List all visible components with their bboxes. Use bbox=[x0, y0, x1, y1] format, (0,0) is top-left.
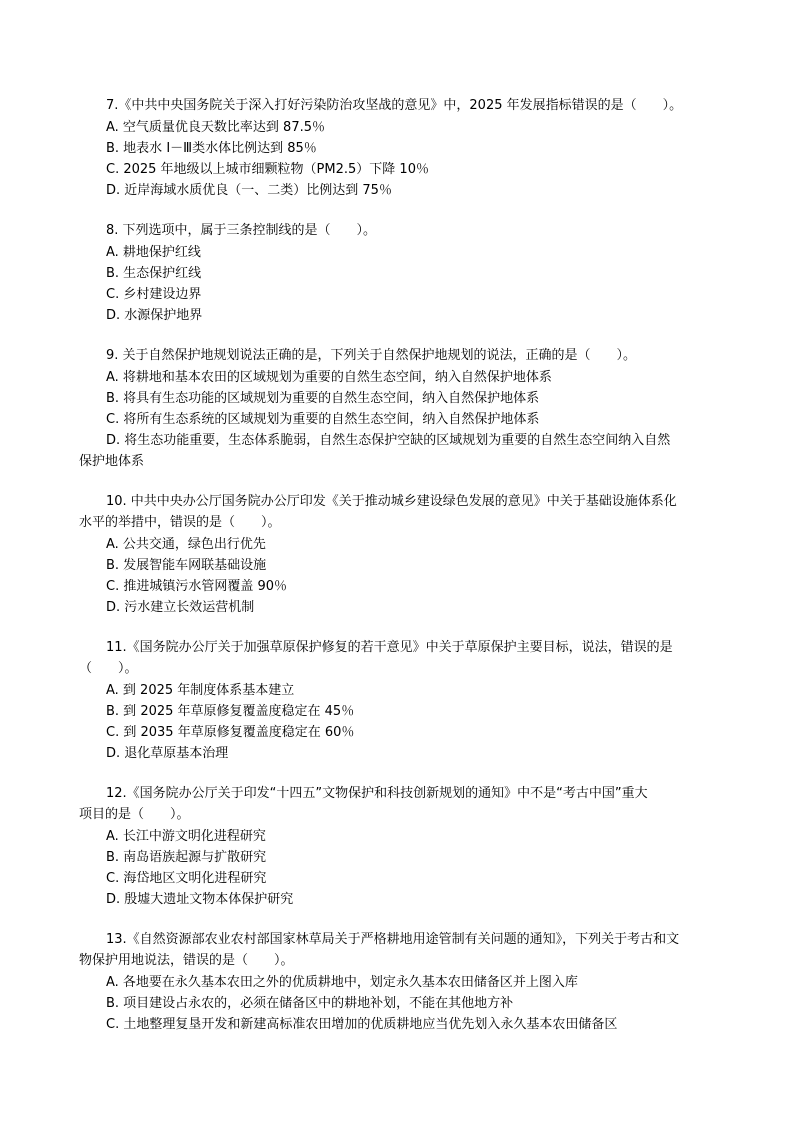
question-stem: 12.《国务院办公厅关于印发“十四五”文物保护和科技创新规划的通知》中不是“考古中国”重大 bbox=[106, 786, 648, 801]
option-a: A. 公共交通，绿色出行优先 bbox=[106, 537, 266, 552]
option-b: B. 将具有生态功能的区域规划为重要的自然生态空间，纳入自然保护地体系 bbox=[106, 391, 540, 406]
option-d: D. 退化草原基本治理 bbox=[106, 746, 229, 761]
option-b: B. 南岛语族起源与扩散研究 bbox=[106, 850, 267, 865]
question-stem: 9. 关于自然保护地规划说法正确的是，下列关于自然保护地规划的说法，正确的是（ ）。 bbox=[106, 348, 637, 363]
question-stem: 13.《自然资源部农业农村部国家林草局关于严格耕地用途管制有关问题的通知》，下列关于考古和文 bbox=[106, 932, 680, 947]
option-d: D. 将生态功能重要，生态体系脆弱，自然生态保护空缺的区域规划为重要的自然生态空间纳入自然 bbox=[106, 433, 671, 448]
question-stem: 8. 下列选项中，属于三条控制线的是（ ）。 bbox=[106, 223, 377, 238]
option-d: D. 水源保护地界 bbox=[106, 308, 203, 323]
option-c: C. 2025 年地级以上城市细颗粒物（PM2.5）下降 10％ bbox=[106, 162, 429, 177]
option-d: D. 污水建立长效运营机制 bbox=[106, 600, 255, 615]
option-a: A. 长江中游文明化进程研究 bbox=[106, 829, 266, 844]
option-a: A. 耕地保护红线 bbox=[106, 245, 201, 260]
option-a: A. 到 2025 年制度体系基本建立 bbox=[106, 683, 295, 698]
option-d: D. 近岸海域水质优良（一、二类）比例达到 75％ bbox=[106, 183, 392, 198]
question-stem: 7.《中共中央国务院关于深入打好污染防治攻坚战的意见》中，2025 年发展指标错误的是（ ）。 bbox=[106, 98, 683, 113]
option-c: C. 乡村建设边界 bbox=[106, 287, 202, 302]
option-c: C. 土地整理复垦开发和新建高标准农田增加的优质耕地应当优先划入永久基本农田储备区 bbox=[106, 1017, 618, 1032]
option-c: C. 到 2035 年草原修复覆盖度稳定在 60％ bbox=[106, 725, 355, 740]
option-c: C. 推进城镇污水管网覆盖 90％ bbox=[106, 579, 288, 594]
option-b: B. 项目建设占永农的，必须在储备区中的耕地补划，不能在其他地方补 bbox=[106, 996, 514, 1011]
question-stem-continued: （ ）。 bbox=[79, 661, 138, 676]
option-a: A. 各地要在永久基本农田之外的优质耕地中，划定永久基本农田储备区并上图入库 bbox=[106, 975, 578, 990]
question-stem-continued: 项目的是（ ）。 bbox=[79, 807, 190, 822]
option-d: D. 殷墟大遗址文物本体保护研究 bbox=[106, 892, 294, 907]
question-stem: 11.《国务院办公厅关于加强草原保护修复的若干意见》中关于草原保护主要目标，说法，错误的是 bbox=[106, 640, 673, 655]
option-b: B. 生态保护红线 bbox=[106, 266, 202, 281]
question-stem: 10. 中共中央办公厅国务院办公厅印发《关于推动城乡建设绿色发展的意见》中关于基础设施体系化 bbox=[106, 494, 677, 509]
question-stem-continued: 水平的举措中，错误的是（ ）。 bbox=[79, 515, 281, 530]
option-b: B. 发展智能车网联基础设施 bbox=[106, 558, 267, 573]
option-a: A. 将耕地和基本农田的区域规划为重要的自然生态空间，纳入自然保护地体系 bbox=[106, 370, 552, 385]
option-b: B. 地表水 Ⅰ－Ⅲ类水体比例达到 85％ bbox=[106, 141, 317, 156]
question-stem-continued: 物保护用地说法，错误的是（ ）。 bbox=[79, 953, 294, 968]
option-c: C. 将所有生态系统的区域规划为重要的自然生态空间，纳入自然保护地体系 bbox=[106, 412, 540, 427]
option-d-continued: 保护地体系 bbox=[79, 454, 145, 469]
option-b: B. 到 2025 年草原修复覆盖度稳定在 45％ bbox=[106, 704, 355, 719]
option-c: C. 海岱地区文明化进程研究 bbox=[106, 871, 267, 886]
option-a: A. 空气质量优良天数比率达到 87.5％ bbox=[106, 120, 326, 135]
